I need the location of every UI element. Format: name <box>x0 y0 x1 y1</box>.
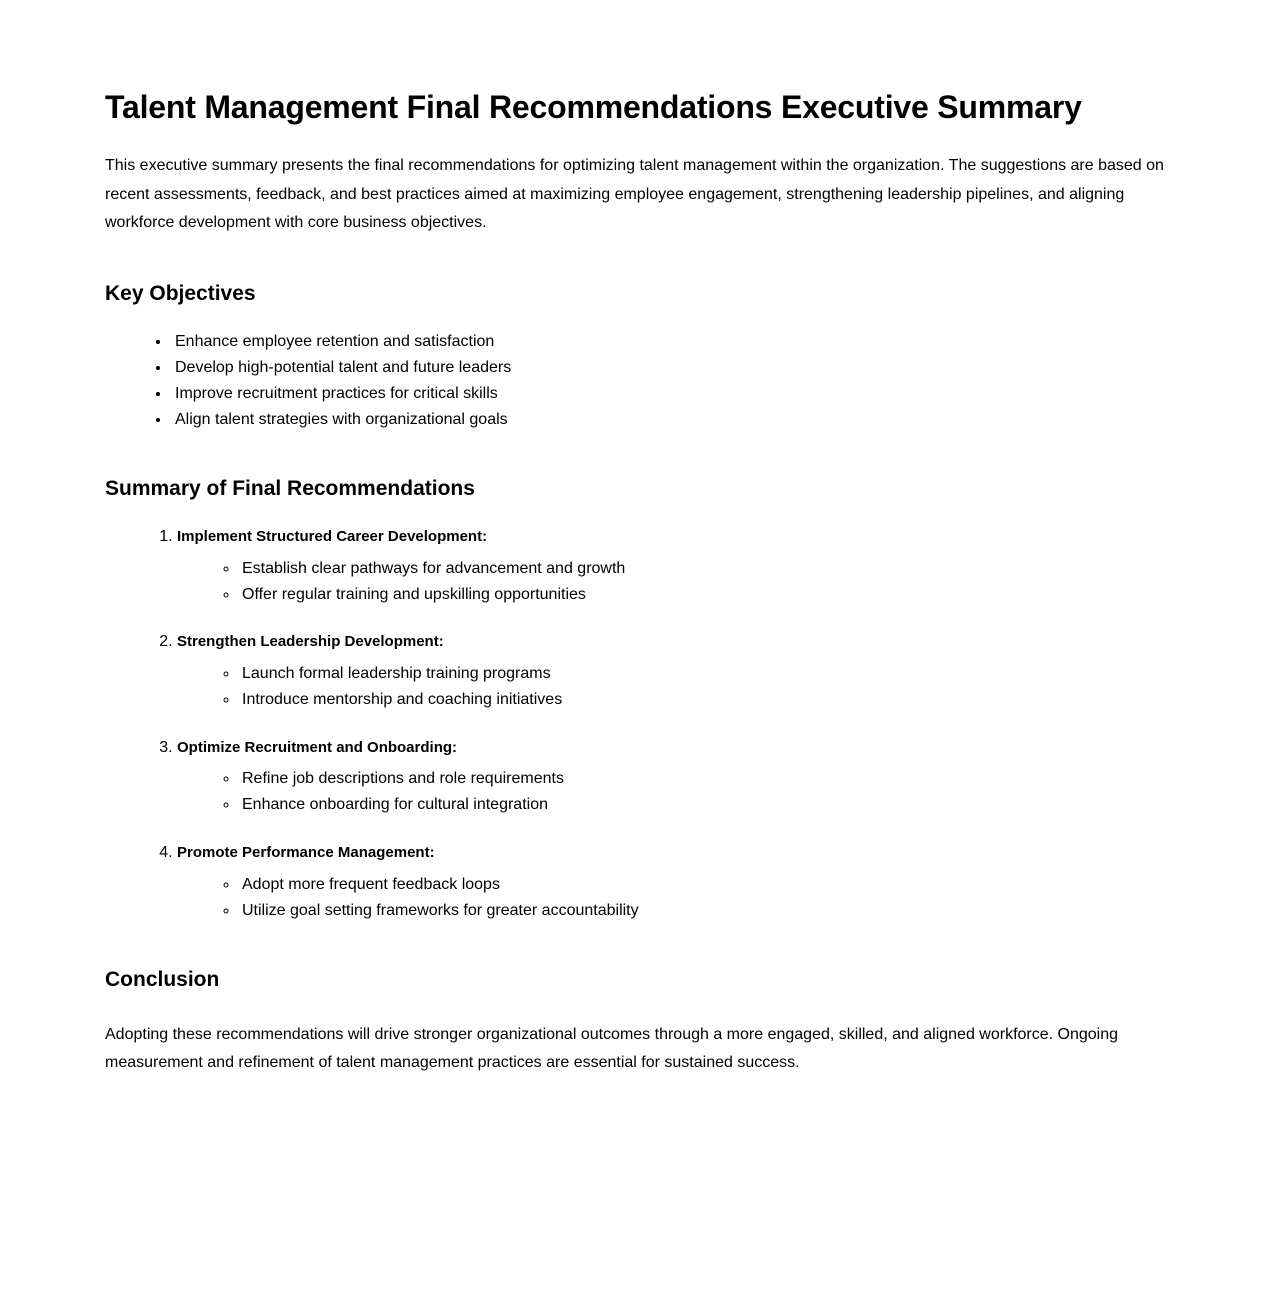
recommendations-heading: Summary of Final Recommendations <box>105 476 475 500</box>
recommendation-label: Promote Performance Management: <box>177 844 435 862</box>
list-item: • Develop high-potential talent and future leaders <box>171 355 1170 381</box>
recommendation-item <box>177 629 1170 712</box>
list-item: • Align talent strategies with organizational goals <box>171 407 1170 433</box>
list-item: ◦ Enhance onboarding for cultural integration <box>239 792 1170 818</box>
page-title: Talent Management Final Recommendations Executive Summary <box>105 89 1082 125</box>
list-item: • Improve recruitment practices for critical skills <box>171 381 1170 407</box>
recommendation-item <box>177 840 1170 923</box>
key-objectives-list <box>105 329 1170 433</box>
recommendation-sublist <box>177 872 1170 924</box>
key-objectives-heading: Key Objectives <box>105 281 256 305</box>
recommendation-label: Strengthen Leadership Development: <box>177 633 444 651</box>
conclusion-heading: Conclusion <box>105 967 220 991</box>
list-item: ◦ Adopt more frequent feedback loops <box>239 872 1170 898</box>
recommendation-sublist <box>177 766 1170 818</box>
recommendation-item <box>177 524 1170 607</box>
recommendation-label: Implement Structured Career Development: <box>177 528 488 546</box>
list-item: • Enhance employee retention and satisfaction <box>171 329 1170 355</box>
recommendations-list <box>105 524 1170 924</box>
recommendation-sublist <box>177 556 1170 608</box>
list-item: ◦ Establish clear pathways for advancement and growth <box>239 556 1170 582</box>
list-item: ◦ Introduce mentorship and coaching initiatives <box>239 687 1170 713</box>
recommendation-sublist <box>177 661 1170 713</box>
recommendation-item <box>177 735 1170 818</box>
intro-paragraph: This executive summary presents the final recommendations for optimizing talent management within the organization. The suggestions are based on recent assessments, feedback, and best practices aimed at maximizing employee engagement, strengthening leadership pipelines, and aligning workforce development with core business objectives. <box>105 157 1164 232</box>
list-item: ◦ Refine job descriptions and role requirements <box>239 766 1170 792</box>
list-item: ◦ Utilize goal setting frameworks for greater accountability <box>239 898 1170 924</box>
conclusion-paragraph: Adopting these recommendations will drive stronger organizational outcomes through a more engaged, skilled, and aligned workforce. Ongoing measurement and refinement of talent management practices are essential for sustained success. <box>105 1025 1119 1072</box>
recommendation-label: Optimize Recruitment and Onboarding: <box>177 738 458 756</box>
list-item: ◦ Launch formal leadership training programs <box>239 661 1170 687</box>
list-item: ◦ Offer regular training and upskilling opportunities <box>239 582 1170 608</box>
